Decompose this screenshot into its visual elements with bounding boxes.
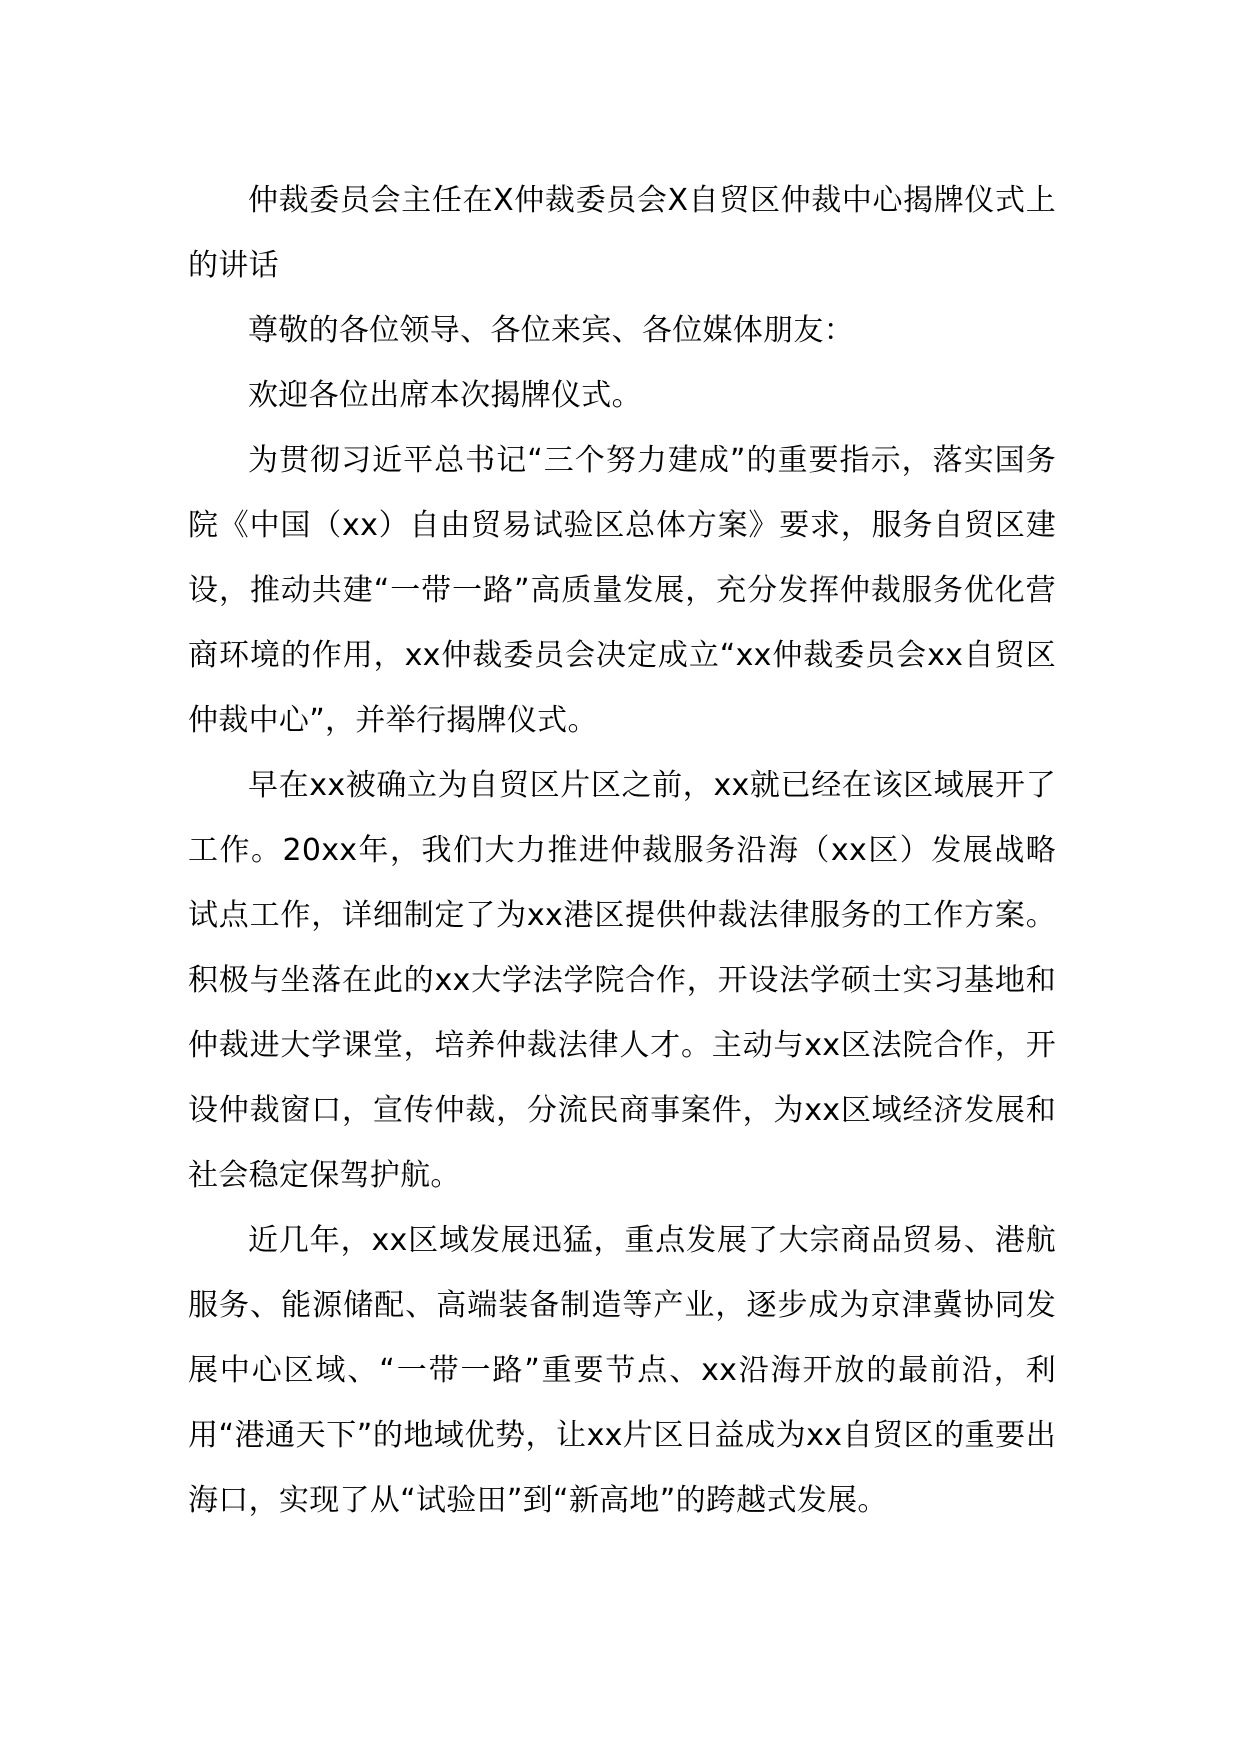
document-title: 仲裁委员会主任在X仲裁委员会X自贸区仲裁中心揭牌仪式上的讲话 [188, 183, 1056, 283]
paragraph-welcome: 欢迎各位出席本次揭牌仪式。 [248, 378, 642, 413]
salutation: 尊敬的各位领导、各位来宾、各位媒体朋友： [248, 313, 854, 348]
paragraph-background: 为贯彻习近平总书记“三个努力建成”的重要指示，落实国务院《中国（xx）自由贸易试验区总体方案》要求，服务自贸区建设，推动共建“一带一路”高质量发展，充分发挥仲裁服务优化营商环境的作用，xx仲裁委员会决定成立“xx仲裁委员会xx自贸区仲裁中心”，并举行揭牌仪式。 [188, 443, 1056, 738]
document-page [188, 168, 1056, 1533]
paragraph-history: 早在xx被确立为自贸区片区之前，xx就已经在该区域展开了工作。20xx年，我们大力推进仲裁服务沿海（xx区）发展战略试点工作，详细制定了为xx港区提供仲裁法律服务的工作方案。积极与坐落在此的xx大学法学院合作，开设法学硕士实习基地和仲裁进大学课堂，培养仲裁法律人才。主动与xx区法院合作，开设仲裁窗口，宣传仲裁，分流民商事案件，为xx区域经济发展和社会稳定保驾护航。 [188, 768, 1056, 1193]
paragraph-development: 近几年，xx区域发展迅猛，重点发展了大宗商品贸易、港航服务、能源储配、高端装备制造等产业，逐步成为京津冀协同发展中心区域、“一带一路”重要节点、xx沿海开放的最前沿，利用“港通天下”的地域优势，让xx片区日益成为xx自贸区的重要出海口，实现了从“试验田”到“新高地”的跨越式发展。 [188, 1223, 1056, 1518]
